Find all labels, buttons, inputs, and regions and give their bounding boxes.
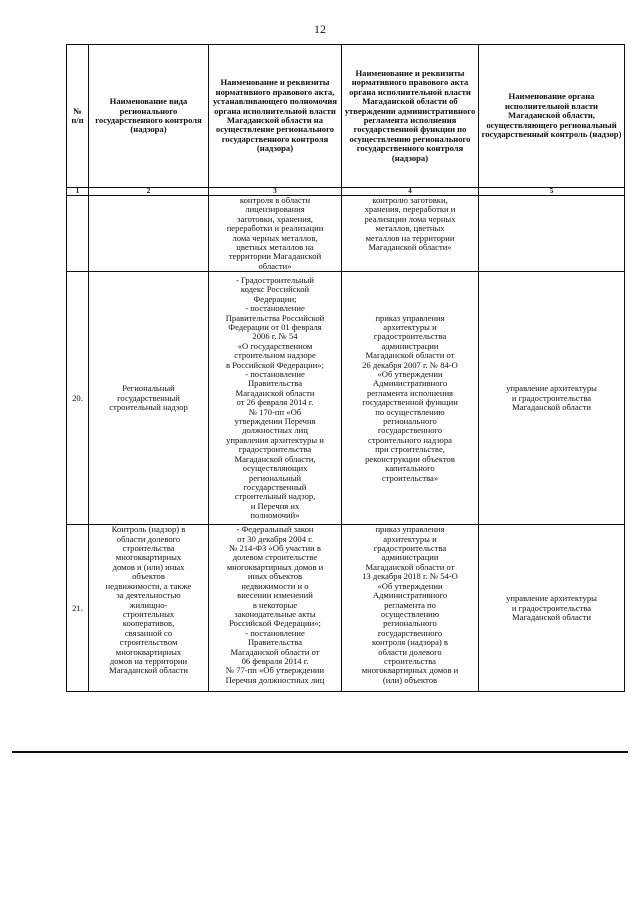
header-executive-body: Наименование органа исполнительной власти Магаданской области, осуществляющего региональный государственный контроль (надзор) <box>479 45 625 188</box>
continuation-act-cell <box>209 196 342 272</box>
page-number: 12 <box>314 22 326 36</box>
text-line: Магаданской области <box>512 401 591 412</box>
text-line: от 26 февраля 2014 г. <box>236 397 314 408</box>
text-line: домов на территории <box>109 655 188 666</box>
row-number: 20. <box>67 272 89 525</box>
text-line: градостроительства <box>238 444 312 455</box>
text-line: градостроительства <box>373 543 447 554</box>
text-line: хранения, переработки и <box>364 204 456 215</box>
text-line: области» <box>258 260 292 271</box>
text-line: управление архитектуры <box>506 383 597 394</box>
text-line: реализации лома черных <box>364 213 456 224</box>
text-line: строительства <box>384 655 436 666</box>
text-line: Магаданской области» <box>368 242 452 253</box>
regulatory-table <box>66 44 625 692</box>
text-line: Правительства <box>247 378 303 389</box>
text-line: многоквартирных домов и <box>226 561 324 572</box>
text-line: управления архитектуры и <box>226 434 324 445</box>
text-line: 26 декабря 2007 г. № 84-О <box>362 359 458 370</box>
text-line: Административного <box>372 590 448 601</box>
text-line: (или) объектов <box>382 674 438 685</box>
text-line: полномочий» <box>250 510 300 521</box>
text-line: Федерации; <box>253 293 297 304</box>
text-line: многоквартирных домов и <box>361 665 459 676</box>
header-control-type: Наименование вида регионального государственного контроля (надзора) <box>89 45 209 188</box>
continuation-regulation-cell <box>342 196 479 272</box>
text-line: и Перечня их <box>250 500 300 511</box>
text-line: внесении изменений <box>237 590 313 601</box>
text-line: - постановление <box>245 627 305 638</box>
text-line: контроля в области <box>239 195 311 205</box>
text-line: Магаданской области <box>512 611 591 622</box>
text-line: Магаданской области от <box>230 646 320 657</box>
header-authority-act: Наименование и реквизиты нормативного правового акта, устанавливающего полномочия органа исполнительной власти Магаданской области на осуществление регионального государственного контроля (надзора) <box>209 45 342 188</box>
text-line: переработки и реализации <box>226 223 324 234</box>
text-line: Правительства <box>247 637 303 648</box>
text-line: приказ управления <box>375 524 445 535</box>
header-regulation-act: Наименование и реквизиты нормативного правового акта органа исполнительной власти Магаданской области об утверждении административного регламента исполнения государственной функции по осуществлению регионального государственного контроля (надзора) <box>342 45 479 188</box>
text-line: связанной со <box>124 627 173 638</box>
continuation-row <box>67 196 625 272</box>
text-line: Магаданской области <box>235 387 315 398</box>
text-line: - Градостроительный <box>235 274 315 285</box>
text-line: и градостроительства <box>511 392 592 403</box>
text-line: № 77-пп «Об утверждении <box>225 665 325 676</box>
table-row <box>67 525 625 692</box>
text-line: Магаданской области, <box>234 453 316 464</box>
text-line: приказ управления <box>375 312 445 323</box>
text-line: иных объектов <box>247 571 303 582</box>
text-line: Магаданской области от <box>365 561 455 572</box>
text-line: строительства» <box>381 472 439 483</box>
text-line: за деятельностью <box>116 590 181 601</box>
text-line: лома черных металлов, <box>232 232 318 243</box>
empty-cell <box>67 196 89 272</box>
column-number-row <box>67 188 625 196</box>
text-line: администрации <box>381 552 439 563</box>
text-line: должностных лиц <box>242 425 308 436</box>
text-line: многоквартирных <box>115 646 182 657</box>
column-number: 2 <box>89 188 209 196</box>
text-line: регламента исполнения <box>366 387 454 398</box>
column-number: 5 <box>479 188 625 196</box>
text-line: № 170-пп «Об <box>248 406 302 417</box>
text-line: недвижимости, а также <box>105 580 192 591</box>
text-line: государственного <box>377 627 443 638</box>
text-line: строительства <box>122 543 175 554</box>
column-number: 3 <box>209 188 342 196</box>
text-line: «О государственном <box>237 340 313 351</box>
text-line: и градостроительства <box>511 602 592 613</box>
text-line: строительством <box>119 637 178 648</box>
text-line: осуществлению <box>380 608 440 619</box>
text-line: строительных <box>122 608 175 619</box>
text-line: области долевого <box>116 533 181 544</box>
text-line: реконструкции объектов <box>365 453 455 464</box>
text-line: при строительстве, <box>375 444 445 455</box>
text-line: - Федеральный закон <box>236 524 314 535</box>
text-line: - постановление <box>245 369 305 380</box>
text-line: домов и (или) иных <box>112 561 185 572</box>
text-line: в Российской Федерации»; <box>226 359 324 370</box>
text-line: цветных металлов на <box>236 242 314 253</box>
header-number: № п/п <box>67 45 89 188</box>
empty-cell <box>89 196 209 272</box>
column-number: 1 <box>67 188 89 196</box>
authority-act-cell <box>209 272 342 525</box>
text-line: Российской Федерации»; <box>229 618 321 629</box>
text-line: долевом строительстве <box>232 552 318 563</box>
text-line: архитектуры и <box>383 533 437 544</box>
text-line: Перечня должностных лиц <box>225 674 325 685</box>
text-line: регламента по <box>384 599 436 610</box>
text-line: региональный <box>248 472 302 483</box>
text-line: регионального <box>383 416 437 427</box>
text-line: государственной функции <box>362 397 458 408</box>
text-line: администрации <box>381 340 439 351</box>
text-line: - постановление <box>245 303 305 314</box>
text-line: «Об утверждении <box>377 580 443 591</box>
text-line: управление архитектуры <box>506 593 597 604</box>
text-line: жилищно- <box>129 599 168 610</box>
table-header-row <box>67 45 625 188</box>
text-line: государственный <box>243 481 307 492</box>
text-line: 13 декабря 2018 г. № 54-О <box>362 571 458 582</box>
authority-act-cell <box>209 525 342 692</box>
text-line: Контроль (надзор) в <box>111 524 186 535</box>
page-divider <box>12 751 628 753</box>
text-line: многоквартирных <box>115 552 182 563</box>
empty-cell <box>479 196 625 272</box>
text-line: государственного <box>377 425 443 436</box>
control-type-cell <box>89 525 209 692</box>
text-line: металлов на территории <box>365 232 455 243</box>
text-line: капитального <box>385 463 435 474</box>
text-line: регионального <box>383 618 437 629</box>
text-line: лицензирования <box>245 204 305 215</box>
text-line: № 214-ФЗ «Об участии в <box>229 543 321 554</box>
text-line: кодекс Российской <box>240 284 310 295</box>
text-line: контроля (надзора) в <box>372 637 448 648</box>
text-line: Федерации от 01 февраля <box>228 322 322 332</box>
text-line: в некоторые <box>252 599 298 610</box>
text-line: по осуществлению <box>375 406 445 417</box>
text-line: утверждении Перечня <box>234 416 316 427</box>
regulation-act-cell <box>342 525 479 692</box>
text-line: области долевого <box>378 646 442 657</box>
executive-body-cell <box>479 272 625 525</box>
text-line: Правительства Российской <box>225 312 325 323</box>
row-number: 21. <box>67 525 89 692</box>
executive-body-cell <box>479 525 625 692</box>
text-line: от 30 декабря 2004 г. <box>237 533 313 544</box>
text-line: объектов <box>132 571 165 582</box>
text-line: строительный надзор, <box>234 491 316 502</box>
table-row <box>67 272 625 525</box>
control-type-cell: Региональный государственный строительный надзор <box>89 272 209 525</box>
text-line: Магаданской области от <box>365 350 455 361</box>
text-line: Магаданской области <box>109 665 188 676</box>
text-line: металлов, цветных <box>375 223 445 234</box>
text-line: контролю заготовки, <box>372 195 448 205</box>
text-line: 06 февраля 2014 г. <box>241 655 309 666</box>
text-line: архитектуры и <box>383 322 437 332</box>
text-line: осуществляющих <box>242 463 308 474</box>
text-line: заготовки, хранения, <box>237 213 313 224</box>
text-line: строительном надзоре <box>234 350 316 361</box>
text-line: кооперативов, <box>122 618 175 629</box>
regulation-act-cell <box>342 272 479 525</box>
text-line: территории Магаданской <box>228 251 322 262</box>
column-number: 4 <box>342 188 479 196</box>
text-line: «Об утверждении <box>377 369 443 380</box>
text-line: законодательные акты <box>234 608 316 619</box>
text-line: градостроительства <box>373 331 447 342</box>
text-line: строительного надзора <box>368 434 452 445</box>
text-line: Административного <box>372 378 448 389</box>
text-line: 2006 г. № 54 <box>252 331 298 342</box>
text-line: недвижимости и о <box>241 580 309 591</box>
